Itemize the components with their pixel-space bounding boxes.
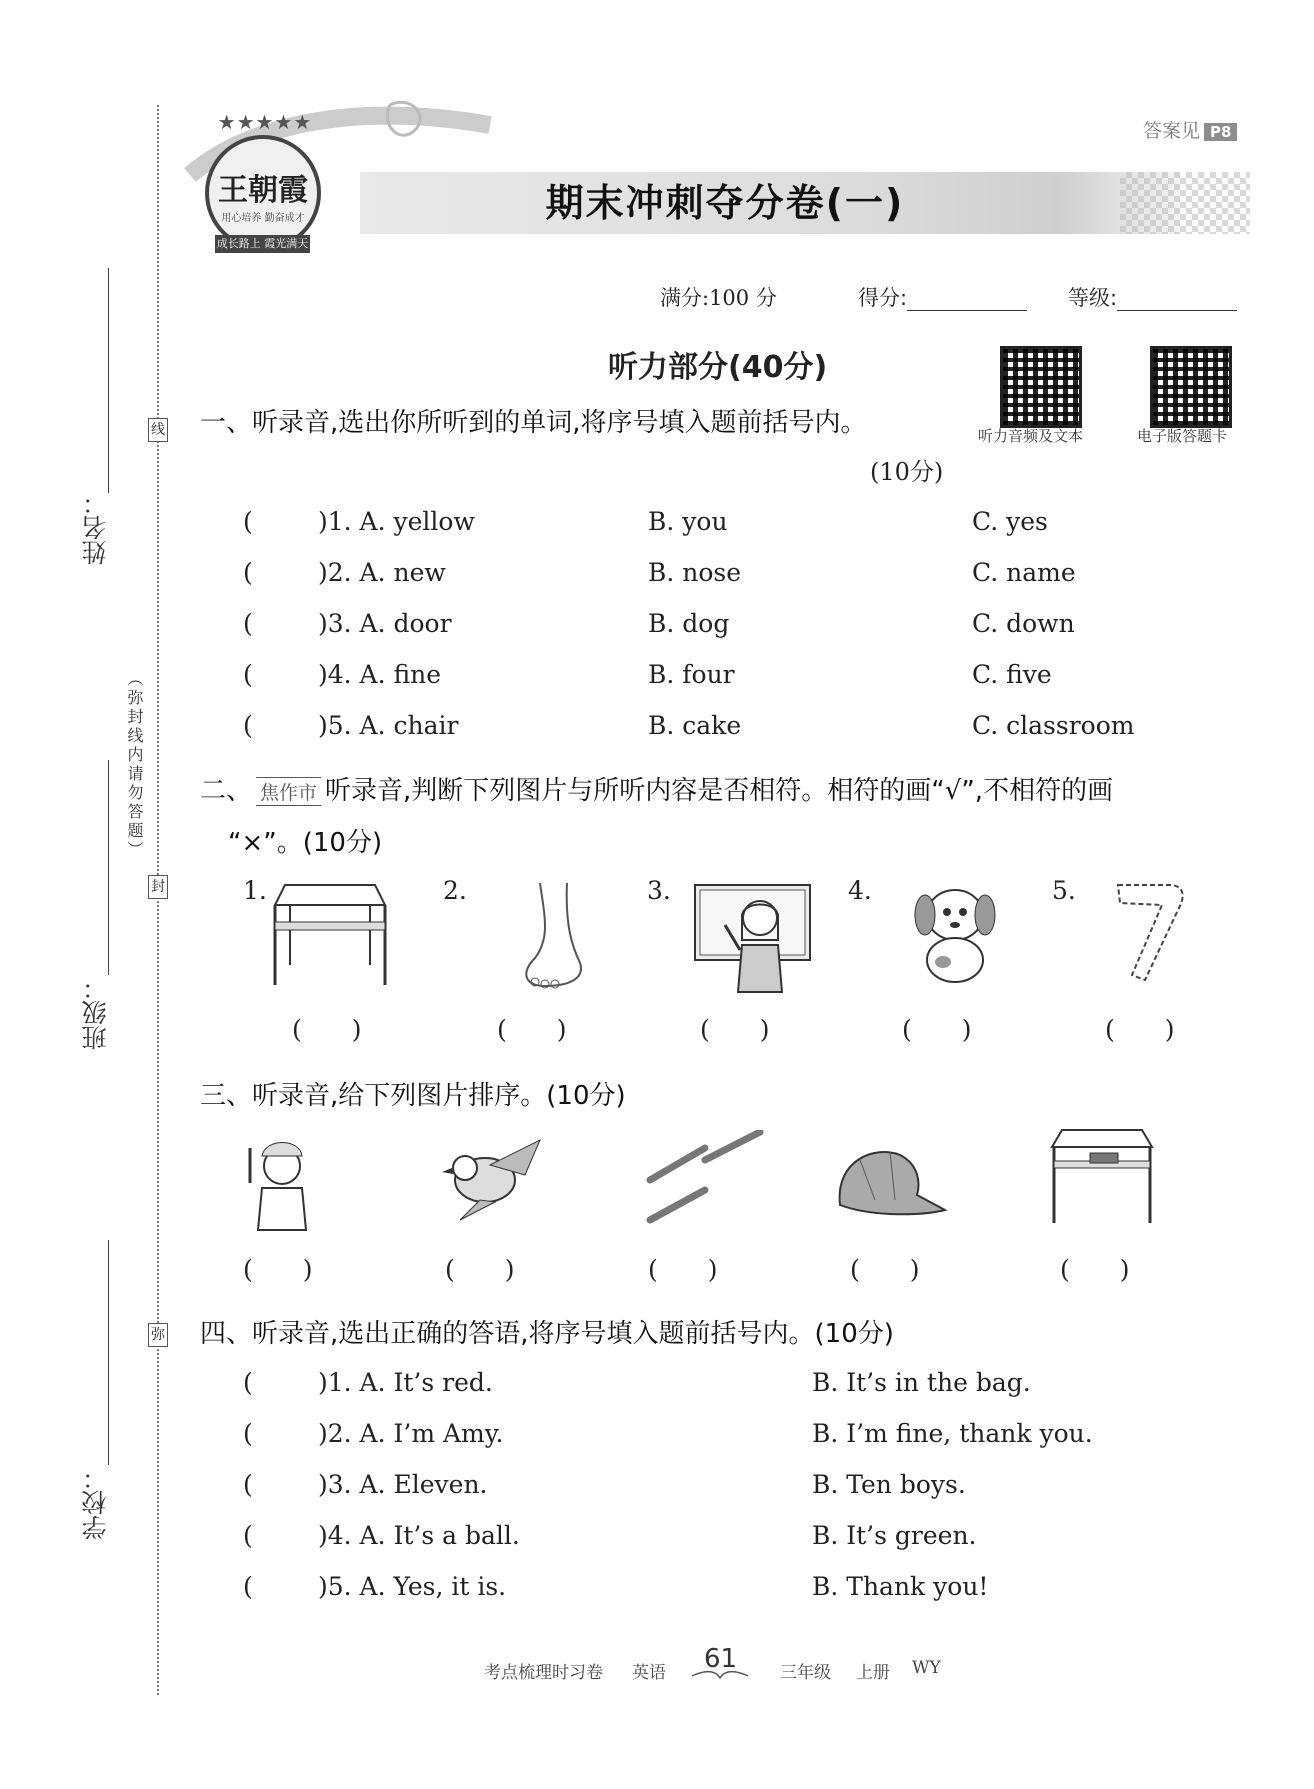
q2-answer-paren-1[interactable]: ( ) <box>292 1015 362 1044</box>
q1-answer-paren[interactable]: ( <box>243 507 253 536</box>
answer-reference <box>1143 116 1237 143</box>
banner-checker-pattern <box>1120 172 1250 234</box>
q1-item-stem: )2. A. new <box>318 558 446 587</box>
class-label: 班级： <box>81 975 110 1050</box>
score-label: 得分: <box>858 286 908 310</box>
qr-code-audio[interactable] <box>1000 346 1082 428</box>
score-blank[interactable] <box>907 286 1027 311</box>
logo-name: 王朝霞 <box>218 173 308 208</box>
q2-heading-line2: “×”。(10分) <box>228 828 383 858</box>
q1-option-b: B. four <box>648 660 735 689</box>
q1-points: (10分) <box>870 458 944 486</box>
page-title: 期末冲刺夺分卷(一) <box>545 181 905 225</box>
q4-answer-paren[interactable]: ( <box>243 1470 253 1499</box>
footer-volume: 上册 <box>856 1663 890 1683</box>
qr-caption-answer-card: 电子版答题卡 <box>1137 427 1228 445</box>
q2-label-4: 4. <box>848 876 872 905</box>
q4-item-stem: )2. A. I’m Amy. <box>318 1419 504 1448</box>
q1-item-stem: )3. A. door <box>318 609 452 638</box>
logo-stars: ★★★★★ <box>217 110 313 134</box>
listening-section-title: 听力部分(40分) <box>608 350 828 385</box>
q2-heading <box>200 770 1113 807</box>
q1-item-stem: )1. A. yellow <box>318 507 475 536</box>
q1-option-c: C. yes <box>972 507 1048 536</box>
q1-item-stem: )4. A. fine <box>318 660 442 689</box>
q1-answer-paren[interactable]: ( <box>243 558 253 587</box>
q1-answer-paren[interactable]: ( <box>243 609 253 638</box>
q3-answer-paren-3[interactable]: ( ) <box>648 1255 718 1284</box>
q2-label-5: 5. <box>1052 876 1076 905</box>
q4-heading: 四、听录音,选出正确的答语,将序号填入题前括号内。(10分) <box>200 1319 894 1349</box>
picture-pens <box>645 1130 765 1225</box>
name-label: 姓名： <box>81 490 110 565</box>
q4-answer-paren[interactable]: ( <box>243 1419 253 1448</box>
class-blank <box>108 760 109 975</box>
grade-label: 等级: <box>1068 286 1118 310</box>
q3-heading: 三、听录音,给下列图片排序。(10分) <box>200 1081 626 1111</box>
school-blank <box>108 1240 109 1465</box>
no-answer-note: （弥封线内请勿答题） <box>125 670 144 860</box>
q4-item-stem: )3. A. Eleven. <box>318 1470 488 1499</box>
q2-answer-paren-2[interactable]: ( ) <box>497 1015 567 1044</box>
q1-option-c: C. five <box>972 660 1052 689</box>
q1-option-b: B. cake <box>648 711 742 740</box>
logo-ribbon: 成长路上 霞光满天 <box>215 235 310 253</box>
q2-label-2: 2. <box>443 876 467 905</box>
answer-page-tag: P8 <box>1204 123 1237 141</box>
footer-edition: WY <box>912 1658 941 1678</box>
q4-option-b: B. It’s green. <box>812 1521 977 1550</box>
q2-city-tag: 焦作市 <box>256 777 321 806</box>
q1-option-b: B. nose <box>648 558 742 587</box>
picture-foot <box>505 878 595 993</box>
q2-answer-paren-4[interactable]: ( ) <box>902 1015 972 1044</box>
q2-answer-paren-5[interactable]: ( ) <box>1105 1015 1175 1044</box>
answer-ref-label: 答案见 <box>1143 120 1201 142</box>
brand-logo <box>205 135 321 251</box>
q4-option-b: B. It’s in the bag. <box>812 1368 1031 1397</box>
name-blank <box>108 268 109 493</box>
footer-grade: 三年级 <box>780 1663 831 1683</box>
logo-slogan: 用心培养 勤奋成才 <box>221 213 305 224</box>
q1-answer-paren[interactable]: ( <box>243 660 253 689</box>
q1-option-b: B. dog <box>648 609 730 638</box>
page-number: 61 <box>704 1644 738 1674</box>
footer-book-name: 考点梳理时习卷 <box>484 1663 603 1683</box>
q4-option-b: B. Thank you! <box>812 1572 989 1601</box>
picture-desk-with-book <box>1050 1125 1155 1225</box>
q4-item-stem: )5. A. Yes, it is. <box>318 1572 507 1601</box>
q3-answer-paren-1[interactable]: ( ) <box>243 1255 313 1284</box>
grade-field <box>1068 282 1237 312</box>
picture-number-seven <box>1110 875 1190 990</box>
q3-answer-paren-2[interactable]: ( ) <box>445 1255 515 1284</box>
picture-desk <box>270 880 390 990</box>
seal-mark-line: 线 <box>148 418 168 442</box>
picture-cap <box>835 1140 950 1220</box>
q4-answer-paren[interactable]: ( <box>243 1572 253 1601</box>
grade-blank[interactable] <box>1117 286 1237 311</box>
q2-label-3: 3. <box>647 876 671 905</box>
q1-answer-paren[interactable]: ( <box>243 711 253 740</box>
q4-option-b: B. I’m fine, thank you. <box>812 1419 1093 1448</box>
q4-item-stem: )4. A. It’s a ball. <box>318 1521 520 1550</box>
q1-item-stem: )5. A. chair <box>318 711 459 740</box>
q3-answer-paren-4[interactable]: ( ) <box>850 1255 920 1284</box>
q3-answer-paren-5[interactable]: ( ) <box>1060 1255 1130 1284</box>
q2-instruction: 听录音,判断下列图片与所听内容是否相符。相符的画“√”,不相符的画 <box>325 776 1114 806</box>
q2-answer-paren-3[interactable]: ( ) <box>700 1015 770 1044</box>
q4-option-b: B. Ten boys. <box>812 1470 966 1499</box>
footer-subject: 英语 <box>632 1663 666 1683</box>
seal-mark-closed: 弥 <box>148 1323 168 1347</box>
picture-dog <box>905 880 1005 990</box>
picture-teacher <box>690 880 815 995</box>
qr-caption-audio: 听力音频及文本 <box>978 427 1084 445</box>
qr-code-answer-card[interactable] <box>1150 346 1232 428</box>
binding-dotted-line <box>157 105 159 1695</box>
q2-label-1: 1. <box>243 876 267 905</box>
q2-number: 二、 <box>200 776 253 806</box>
q4-item-stem: )1. A. It’s red. <box>318 1368 493 1397</box>
full-score: 满分:100 分 <box>660 286 777 310</box>
q1-option-c: C. down <box>972 609 1075 638</box>
q1-option-b: B. you <box>648 507 728 536</box>
picture-nurse <box>240 1128 320 1233</box>
seal-mark-seal: 封 <box>148 875 168 899</box>
q1-option-c: C. name <box>972 558 1076 587</box>
school-label: 学校： <box>81 1465 110 1540</box>
q1-option-c: C. classroom <box>972 711 1135 740</box>
score-field <box>858 282 1027 312</box>
q4-answer-paren[interactable]: ( <box>243 1521 253 1550</box>
q4-answer-paren[interactable]: ( <box>243 1368 253 1397</box>
picture-bird <box>440 1130 550 1225</box>
q1-heading: 一、听录音,选出你所听到的单词,将序号填入题前括号内。 <box>200 408 867 438</box>
